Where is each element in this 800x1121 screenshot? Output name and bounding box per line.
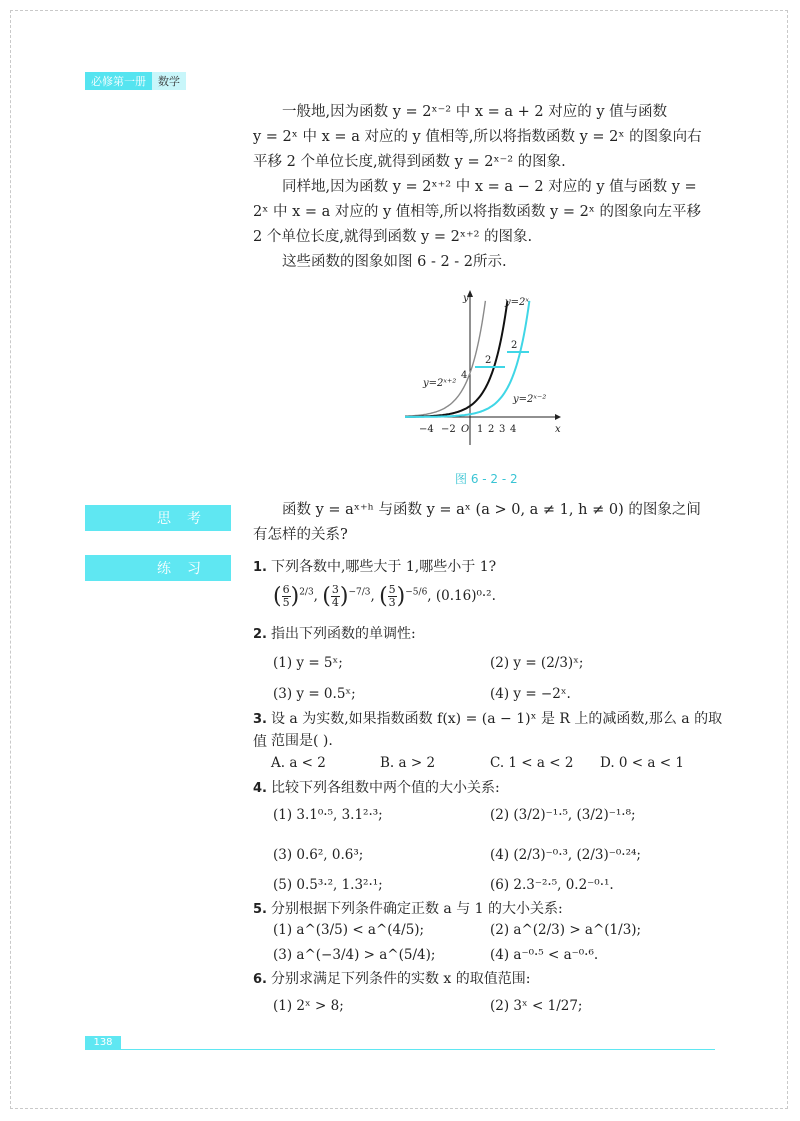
question-2-c: (3) y = 0.5ˣ; <box>273 686 356 702</box>
question-6-text: 分别求满足下列条件的实数 x 的取值范围: <box>270 971 531 987</box>
question-6-b: (2) 3ˣ < 1/27; <box>490 998 583 1014</box>
question-4-f: (6) 2.3⁻²·⁵, 0.2⁻⁰·¹. <box>490 877 614 893</box>
page-header <box>85 72 186 89</box>
subject-title: 数学 <box>152 72 186 90</box>
x-tick-4: 4 <box>510 424 517 435</box>
question-5-a: (1) a^(3/5) < a^(4/5); <box>273 922 425 938</box>
think-text-line-1: 函数 y = aˣ⁺ʰ 与函数 y = aˣ (a > 0, a ≠ 1, h ≠ 0) 的图象之间 <box>282 502 701 518</box>
question-4-b: (2) (3/2)⁻¹·⁵, (3/2)⁻¹·⁸; <box>490 807 636 823</box>
question-3-option-d: D. 0 < a < 1 <box>600 755 684 771</box>
figure-6-2-2 <box>405 285 565 450</box>
question-6 <box>253 968 723 991</box>
think-label: 思考 <box>85 505 231 531</box>
question-4-text: 比较下列各组数中两个值的大小关系: <box>270 780 500 796</box>
label-y-2-x-minus-2: y=2ˣ⁻² <box>513 394 547 405</box>
book-title: 必修第一册 <box>85 72 152 90</box>
x-tick-1: 1 <box>477 424 484 435</box>
question-2-d: (4) y = −2ˣ. <box>490 686 571 702</box>
paragraph-3: 这些函数的图象如图 6 - 2 - 2所示. <box>282 254 507 270</box>
question-6-a: (1) 2ˣ > 8; <box>273 998 344 1014</box>
question-5-text: 分别根据下列条件确定正数 a 与 1 的大小关系: <box>270 901 563 917</box>
question-4-c: (3) 0.6², 0.6³; <box>273 847 364 863</box>
question-4-e: (5) 0.5³·², 1.3²·¹; <box>273 877 383 893</box>
paragraph-2-line-1: 同样地,因为函数 y = 2ˣ⁺² 中 x = a − 2 对应的 y 值与函数 y = <box>282 179 697 195</box>
x-tick-neg4: −4 <box>419 424 434 435</box>
question-5 <box>253 898 723 921</box>
question-5-d: (4) a⁻⁰·⁵ < a⁻⁰·⁶. <box>490 947 599 963</box>
x-tick-neg2: −2 <box>441 424 456 435</box>
x-tick-2: 2 <box>488 424 495 435</box>
question-2-number: 2. <box>253 627 267 642</box>
paragraph-1-line-1: 一般地,因为函数 y = 2ˣ⁻² 中 x = a + 2 对应的 y 值与函数 <box>282 104 668 120</box>
question-2-text: 指出下列函数的单调性: <box>270 626 416 642</box>
curve-y-2-x-minus-2 <box>405 301 529 417</box>
footer-rule <box>121 1049 715 1050</box>
x-axis-label: x <box>555 424 561 435</box>
question-1-text: 下列各数中,哪些大于 1,哪些小于 1? <box>270 559 497 575</box>
question-3-text-line-2: 范围是( ). <box>271 733 333 749</box>
paragraph-2-line-2: 2ˣ 中 x = a 对应的 y 值相等,所以将指数函数 y = 2ˣ 的图象向左平移 <box>253 204 702 220</box>
question-2-a: (1) y = 5ˣ; <box>273 655 343 671</box>
y-tick-4: 4 <box>461 370 468 381</box>
question-4-a: (1) 3.1⁰·⁵, 3.1²·³; <box>273 807 383 823</box>
curve-y-2-x-plus-2 <box>405 301 485 416</box>
question-4-d: (4) (2/3)⁻⁰·³, (2/3)⁻⁰·²⁴; <box>490 847 641 863</box>
origin-label: O <box>461 424 470 435</box>
x-axis-arrow <box>555 414 561 420</box>
question-3-option-b: B. a > 2 <box>380 755 436 771</box>
paragraph-2-line-3: 2 个单位长度,就得到函数 y = 2ˣ⁺² 的图象. <box>253 229 533 245</box>
question-1-values: ( $\frac{6}{5}$ )$^{2/3}$, ( $\frac{3}{4}$ )$^{-7/3}$, ( $\frac{5}{3}$ )$^{-5/6}$, (0.16)⁰·². <box>273 583 496 609</box>
figure-caption: 图 6 - 2 - 2 <box>455 472 518 486</box>
practice-label: 练习 <box>85 555 231 581</box>
question-5-c: (3) a^(−3/4) > a^(5/4); <box>273 947 436 963</box>
question-3-number: 3. <box>253 712 267 727</box>
question-3-text-line-1: 设 a 为实数,如果指数函数 f(x) = (a − 1)ˣ 是 R 上的减函数,那么 a 的取值 <box>253 711 723 750</box>
question-2-b: (2) y = (2/3)ˣ; <box>490 655 584 671</box>
question-3-option-c: C. 1 < a < 2 <box>490 755 574 771</box>
shift-label-2: 2 <box>511 340 518 351</box>
x-tick-3: 3 <box>499 424 506 435</box>
label-y-2-x-plus-2: y=2ˣ⁺² <box>423 378 457 389</box>
question-1-tail: , (0.16)⁰·². <box>427 588 496 604</box>
label-y-2-x: y=2ˣ <box>505 297 529 308</box>
question-6-number: 6. <box>253 972 267 987</box>
page-number: 138 <box>85 1036 121 1050</box>
question-1 <box>253 556 723 579</box>
question-3-option-a: A. a < 2 <box>271 755 326 771</box>
question-4-number: 4. <box>253 781 267 796</box>
y-axis-label: y <box>463 293 469 304</box>
shift-label-1: 2 <box>485 355 492 366</box>
question-5-b: (2) a^(2/3) > a^(1/3); <box>490 922 642 938</box>
question-5-number: 5. <box>253 902 267 917</box>
think-text-line-2: 有怎样的关系? <box>253 527 348 543</box>
paragraph-1-line-3: 平移 2 个单位长度,就得到函数 y = 2ˣ⁻² 的图象. <box>253 154 566 170</box>
paragraph-1-line-2: y = 2ˣ 中 x = a 对应的 y 值相等,所以将指数函数 y = 2ˣ 的图象向右 <box>253 129 702 145</box>
question-4 <box>253 777 723 800</box>
question-1-number: 1. <box>253 560 267 575</box>
question-2 <box>253 623 723 646</box>
